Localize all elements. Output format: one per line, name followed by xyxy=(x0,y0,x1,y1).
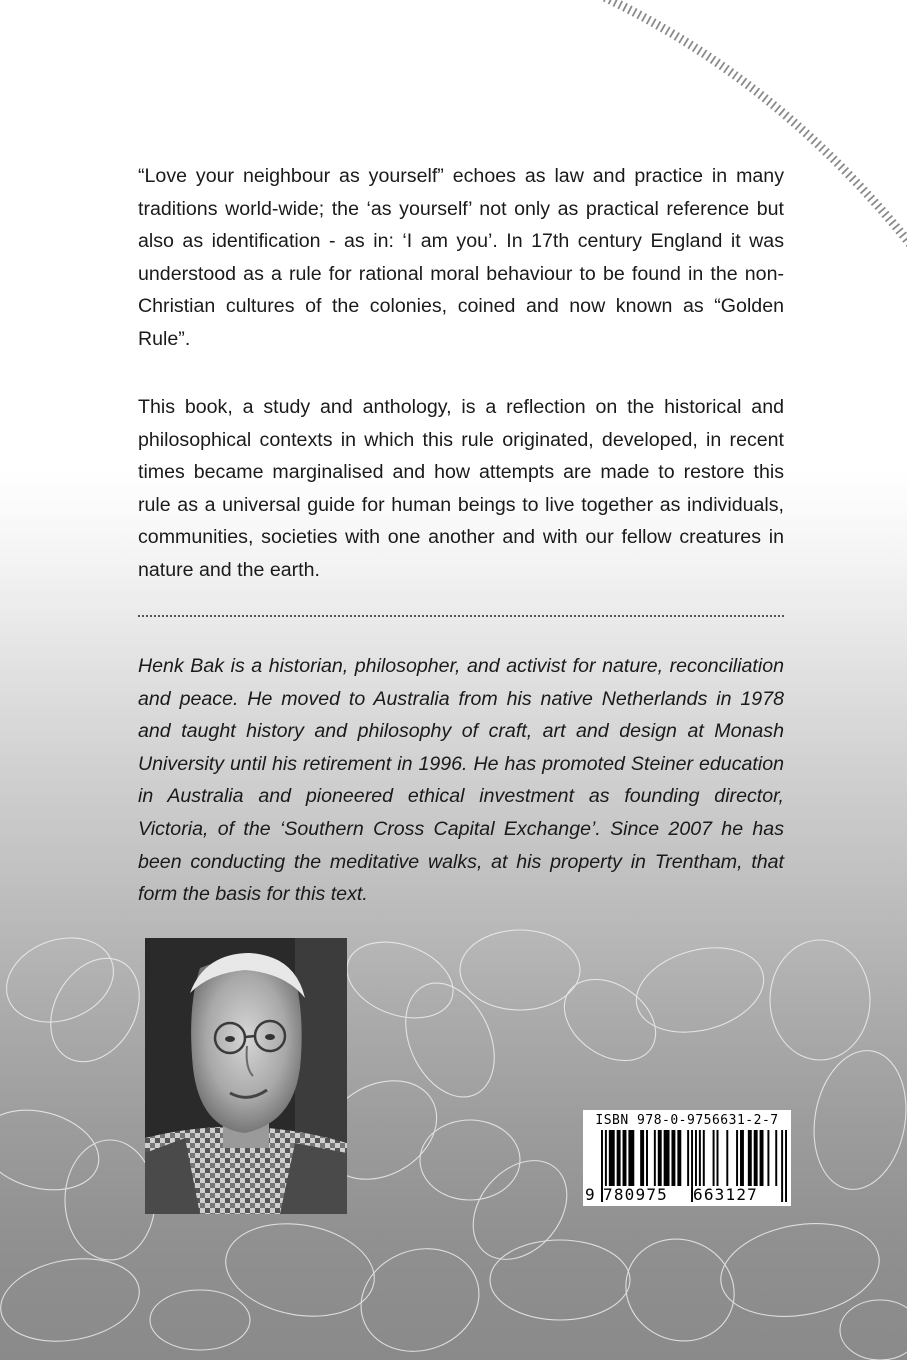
dotted-divider xyxy=(138,615,784,617)
isbn-label: ISBN 978-0-9756631-2-7 xyxy=(595,1113,779,1128)
barcode-bar xyxy=(658,1130,662,1186)
barcode-bar xyxy=(775,1130,777,1186)
barcode-bar xyxy=(623,1130,627,1186)
description-paragraph-1: “Love your neighbour as yourself” echoes as law and practice in many traditions world-wide; the ‘as yourself’ not only as practical reference but also as identification - as in: ‘I am you’. In 17th century England it was understood as a rule for rational moral behaviour to be found in the non-Christian cultures of the colonies, coined and now known as “Golden Rule”. xyxy=(138,165,784,350)
barcode-bar xyxy=(699,1130,701,1186)
barcode-bar xyxy=(736,1130,738,1186)
barcode-bar xyxy=(628,1130,634,1186)
barcode-bar xyxy=(677,1130,681,1186)
barcode-right-digits: 663127 xyxy=(693,1185,758,1204)
barcode-bar xyxy=(748,1130,752,1186)
barcode-bar xyxy=(754,1130,758,1186)
author-bio: Henk Bak is a historian, philosopher, and activist for nature, reconciliation and peace. He moved to Australia from his native Netherlands in 1978 and taught history and philosophy of craft, art and design at Monash University until his retirement in 1996. He has promoted Steiner education in Australia and pioneered ethical investment as founding director, Victoria, of the ‘Southern Cross Capital Exchange’. Since 2007 he has been conducting the meditative walks, at his property in Trentham, that form the basis for this text. xyxy=(138,655,784,906)
barcode-bar xyxy=(654,1130,656,1186)
barcode-bar xyxy=(760,1130,764,1186)
barcode-bar xyxy=(740,1130,744,1186)
barcode-bar xyxy=(640,1130,644,1186)
barcode-lead-digit: 9 xyxy=(585,1185,596,1204)
barcode-bar xyxy=(609,1130,615,1186)
barcode-bar xyxy=(713,1130,715,1186)
barcode-bar xyxy=(785,1130,787,1202)
barcode-bar xyxy=(726,1130,728,1186)
barcode-bar xyxy=(767,1130,769,1186)
barcode-bar xyxy=(703,1130,705,1186)
barcode-bar xyxy=(687,1130,689,1186)
barcode-bar xyxy=(617,1130,621,1186)
author-photo xyxy=(145,938,347,1214)
description-paragraph-2: This book, a study and anthology, is a reflection on the historical and philosophical contexts in which this rule originated, developed, in recent times became marginalised and how attempts are made to restore this rule as a universal guide for human beings to live together as individuals, communities, societies with one another and with our fellow creatures in nature and the earth. xyxy=(138,396,784,581)
barcode-left-digits: 780975 xyxy=(603,1185,668,1204)
barcode-bar xyxy=(781,1130,783,1202)
barcode-bar xyxy=(646,1130,648,1186)
barcode-bar xyxy=(717,1130,719,1186)
isbn-barcode xyxy=(583,1110,791,1206)
barcode-bar xyxy=(664,1130,670,1186)
barcode-bar xyxy=(671,1130,675,1186)
